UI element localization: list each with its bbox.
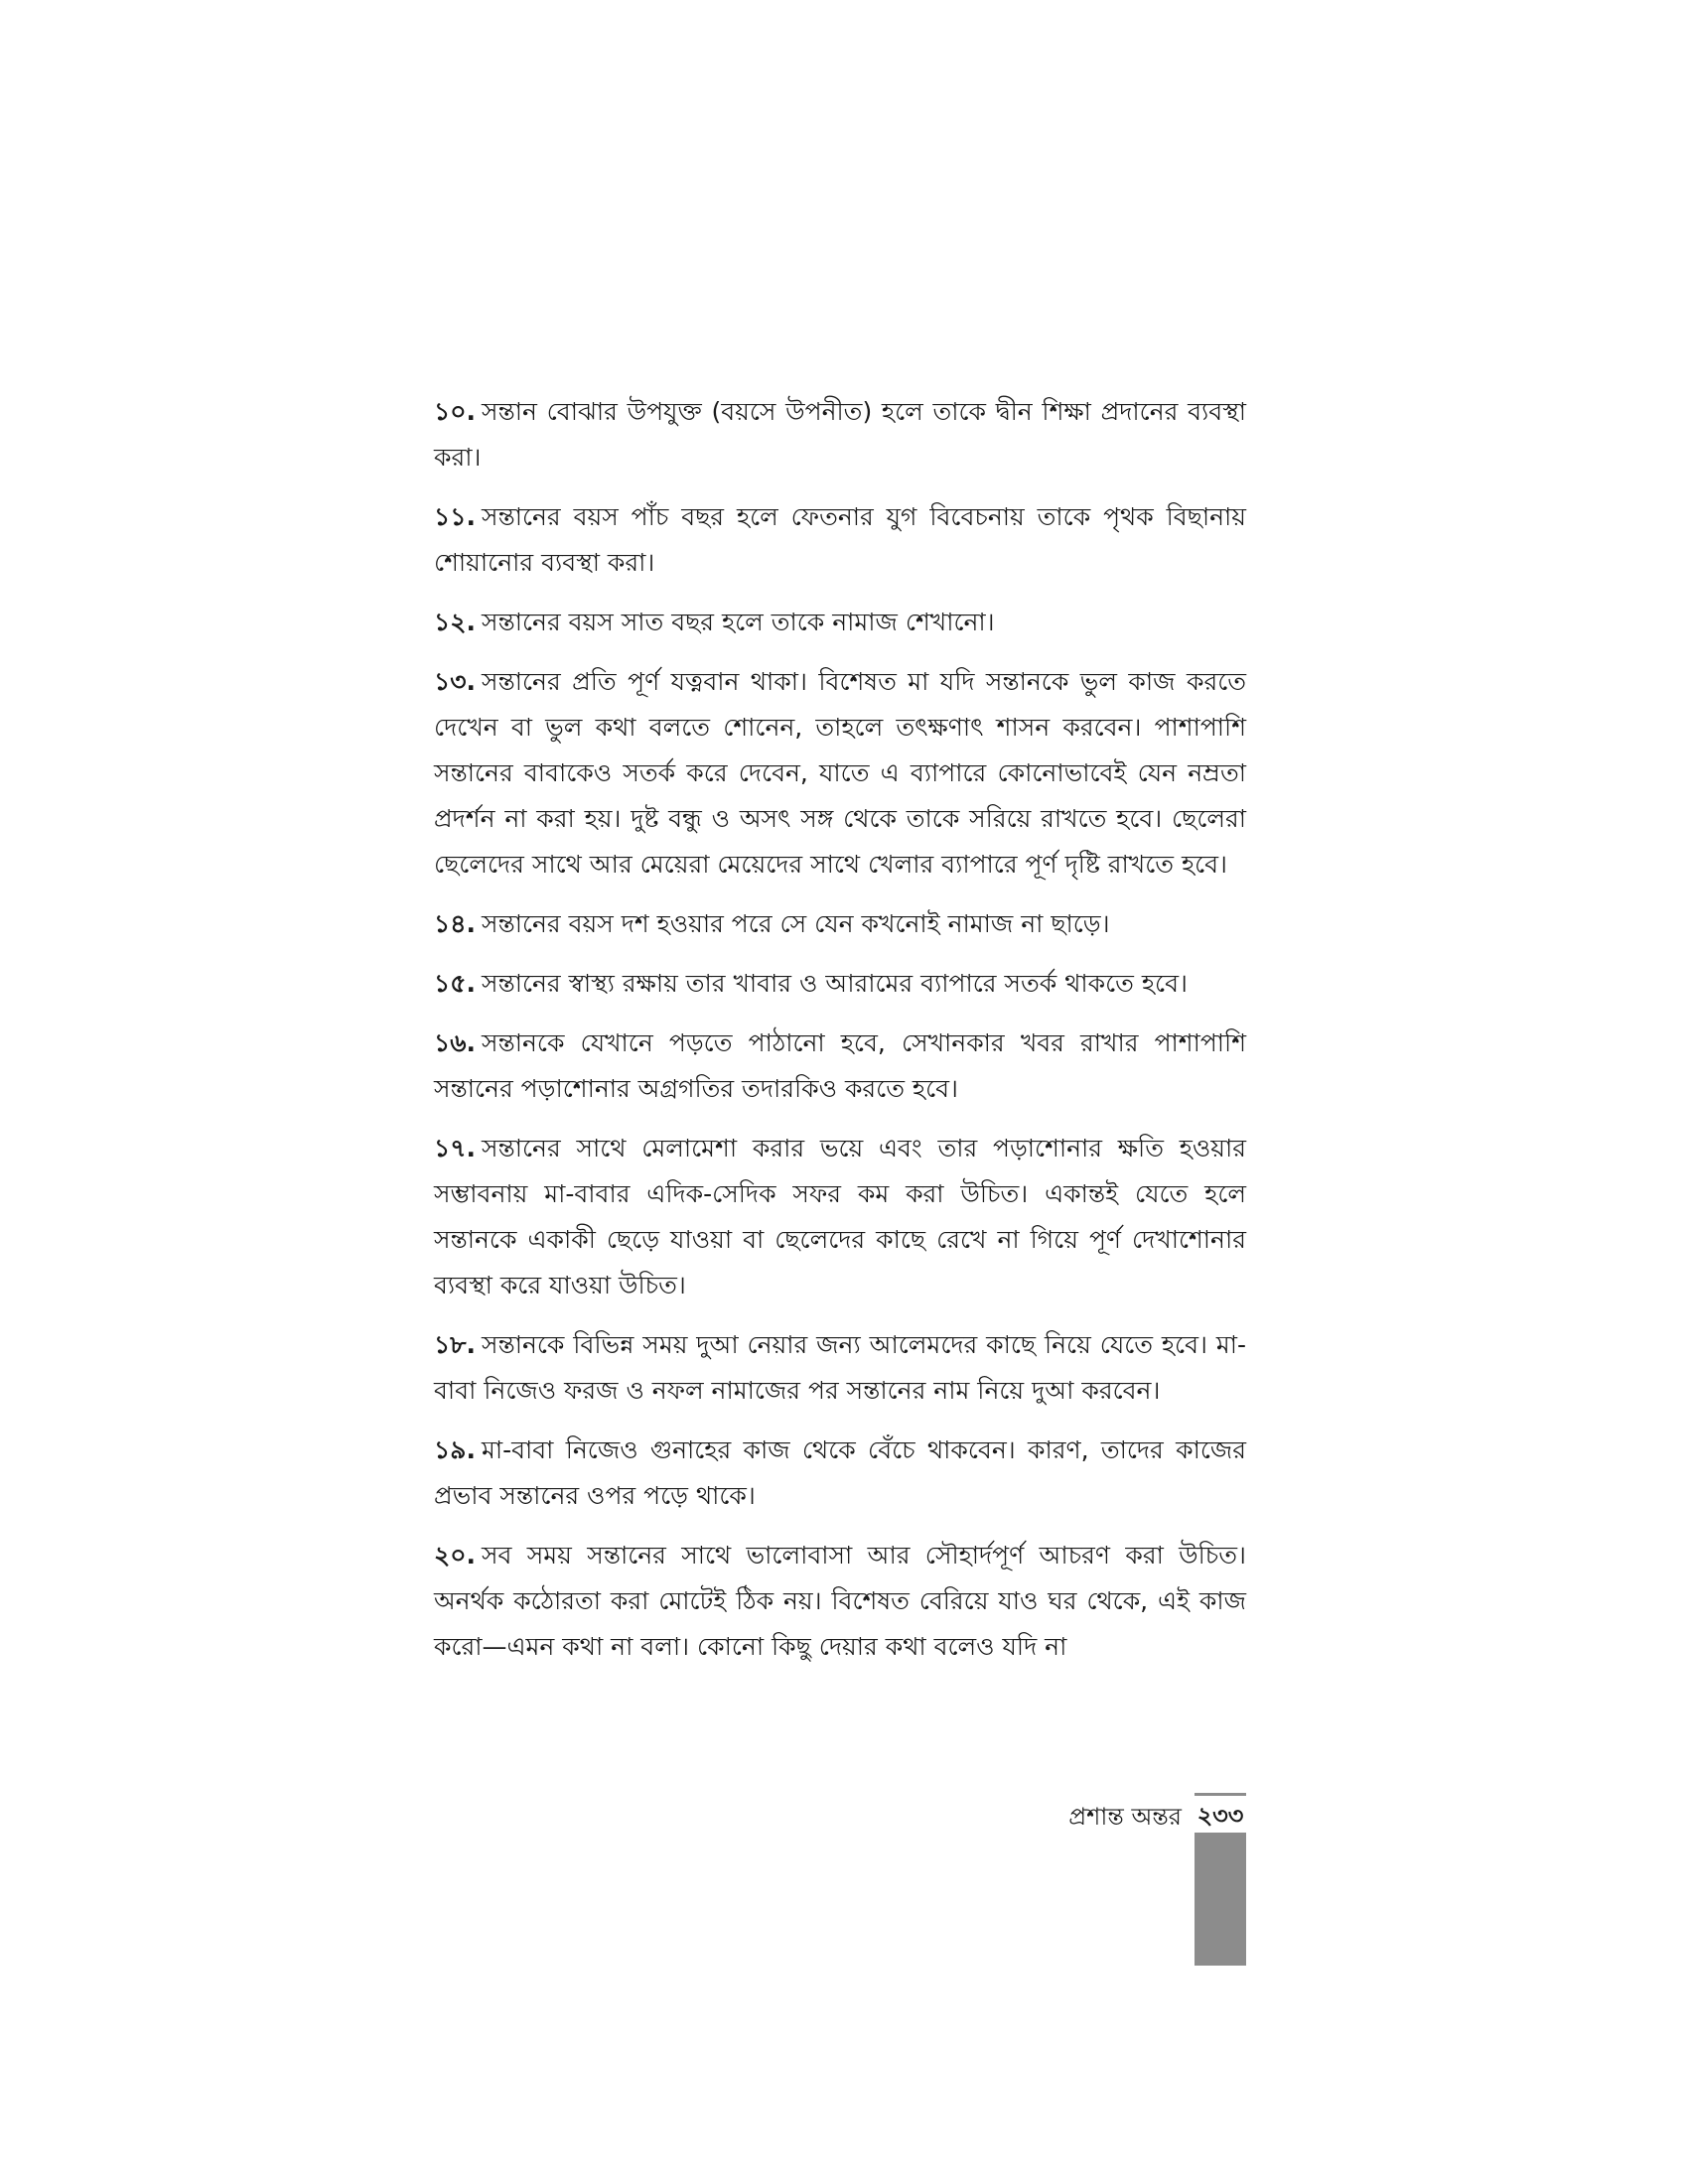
list-item: [434, 901, 1246, 947]
item-number: ১৭.: [434, 1134, 476, 1162]
item-text: সন্তানের প্রতি পূর্ণ যত্নবান থাকা। বিশেষত মা যদি সন্তানকে ভুল কাজ করতে দেখেন বা ভুল কথা বলতে শোনেন, তাহলে তৎক্ষণাৎ শাসন করবেন। পাশাপাশি সন্তানের বাবাকেও সতর্ক করে দেবেন, যাতে এ ব্যাপারে কোনোভাবেই যেন নম্রতা প্রদর্শন না করা হয়। দুষ্ট বন্ধু ও অসৎ সঙ্গ থেকে তাকে সরিয়ে রাখতে হবে। ছেলেরা ছেলেদের সাথে আর মেয়েরা মেয়েদের সাথে খেলার ব্যাপারে পূর্ণ দৃষ্টি রাখতে হবে।: [434, 667, 1246, 879]
item-number: ১৮.: [434, 1330, 476, 1359]
running-footer-title: প্রশান্ত অন্তর: [1068, 1803, 1182, 1831]
item-text: মা-বাবা নিজেও গুনাহের কাজ থেকে বেঁচে থাকবেন। কারণ, তাদের কাজের প্রভাব সন্তানের ওপর পড়ে থাকে।: [434, 1435, 1246, 1510]
item-number: ১৩.: [434, 667, 476, 696]
list-item: [434, 494, 1246, 586]
item-number: ২০.: [434, 1541, 477, 1570]
list-item: [434, 961, 1246, 1007]
list-item: [434, 1533, 1246, 1670]
list-item: [434, 1428, 1246, 1519]
item-number: ১৪.: [434, 909, 476, 938]
item-text: সন্তানের বয়স সাত বছর হলে তাকে নামাজ শেখানো।: [481, 608, 995, 636]
item-number: ১৬.: [434, 1028, 476, 1057]
list-item: [434, 1322, 1246, 1414]
list-item: [434, 1021, 1246, 1112]
item-text: সন্তানের বয়স দশ হওয়ার পরে সে যেন কখনোই নামাজ না ছাড়ে।: [481, 909, 1110, 938]
item-number: ১২.: [434, 608, 476, 636]
item-number: ১১.: [434, 502, 476, 531]
item-text: সন্তানের স্বাস্থ্য রক্ষায় তার খাবার ও আরামের ব্যাপারে সতর্ক থাকতে হবে।: [481, 969, 1188, 998]
list-item: [434, 659, 1246, 887]
item-text: সন্তানকে যেখানে পড়তে পাঠানো হবে, সেখানকার খবর রাখার পাশাপাশি সন্তানের পড়াশোনার অগ্রগতির তদারকিও করতে হবে।: [434, 1028, 1246, 1103]
page-edge-tab: [1195, 1833, 1246, 1966]
item-text: সন্তানের সাথে মেলামেশা করার ভয়ে এবং তার পড়াশোনার ক্ষতি হওয়ার সম্ভাবনায় মা-বাবার এদিক-সেদিক সফর কম করা উচিত। একান্তই যেতে হলে সন্তানকে একাকী ছেড়ে যাওয়া বা ছেলেদের কাছে রেখে না গিয়ে পূর্ণ দেখাশোনার ব্যবস্থা করে যাওয়া উচিত।: [434, 1134, 1246, 1299]
item-text: সন্তানের বয়স পাঁচ বছর হলে ফেতনার যুগ বিবেচনায় তাকে পৃথক বিছানায় শোয়ানোর ব্যবস্থা করা।: [434, 502, 1246, 577]
item-number: ১৫.: [434, 969, 476, 998]
list-item: [434, 1126, 1246, 1308]
item-text: সব সময় সন্তানের সাথে ভালোবাসা আর সৌহার্দপূর্ণ আচরণ করা উচিত। অনর্থক কঠোরতা করা মোটেই ঠিক নয়। বিশেষত বেরিয়ে যাও ঘর থেকে, এই কাজ করো—এমন কথা না বলা। কোনো কিছু দেয়ার কথা বলেও যদি না: [434, 1541, 1246, 1661]
list-item: [434, 389, 1246, 480]
item-number: ১০.: [434, 397, 476, 426]
item-text: সন্তানকে বিভিন্ন সময় দুআ নেয়ার জন্য আলেমদের কাছে নিয়ে যেতে হবে। মা-বাবা নিজেও ফরজ ও নফল নামাজের পর সন্তানের নাম নিয়ে দুআ করবেন।: [434, 1330, 1246, 1405]
page-number: ২৩৩: [1195, 1793, 1246, 1836]
item-text: সন্তান বোঝার উপযুক্ত (বয়সে উপনীত) হলে তাকে দ্বীন শিক্ষা প্রদানের ব্যবস্থা করা।: [434, 397, 1246, 472]
body-text: [434, 389, 1246, 1684]
item-number: ১৯.: [434, 1435, 476, 1464]
list-item: [434, 600, 1246, 645]
